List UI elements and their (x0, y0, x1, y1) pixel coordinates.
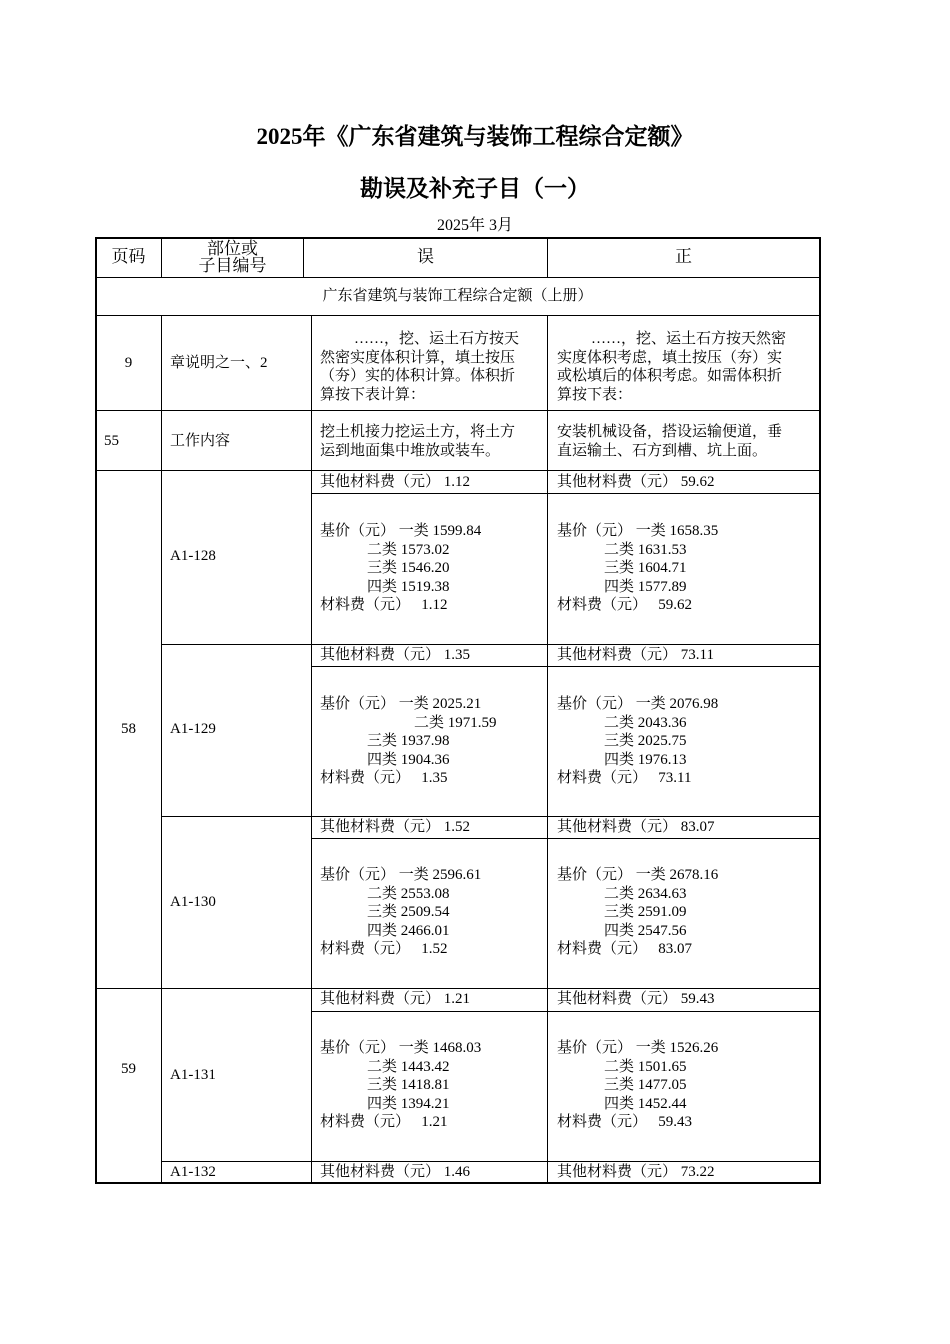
document-subtitle: 勘误及补充子目（一） (360, 176, 590, 201)
document-date: 2025年 3月 (436, 217, 513, 234)
header-part (162, 240, 303, 274)
wrong-other-material: 其他材料费（元） 1.35 (320, 647, 471, 663)
wrong-detail: 基价（元） 一类 1468.03 二类 1443.42 三类 1418.81 四类 1394.21 材料费（元） 1.21 (320, 1040, 482, 1130)
section-title: 广东省建筑与装饰工程综合定额（上册） (322, 288, 593, 304)
item-code: A1-131 (170, 1067, 216, 1083)
document-title: 2025年《广东省建筑与装饰工程综合定额》 (256, 124, 694, 149)
header-part-line2: 子目编号 (198, 256, 267, 275)
correct-other-material: 其他材料费（元） 73.22 (557, 1164, 715, 1180)
correct-detail: 基价（元） 一类 2076.98 二类 2043.36 三类 2025.75 四类 1976.13 材料费（元） 73.11 (557, 696, 719, 786)
item-code: A1-130 (170, 894, 216, 910)
wrong-other-material: 其他材料费（元） 1.46 (320, 1164, 471, 1180)
row-part: 章说明之一、2 (170, 355, 268, 371)
row-part: 工作内容 (170, 433, 231, 449)
item-code: A1-132 (170, 1164, 216, 1180)
header-part-line1: 部位或 (207, 239, 258, 258)
wrong-other-material: 其他材料费（元） 1.12 (320, 474, 471, 490)
correct-detail: 基价（元） 一类 1658.35 二类 1631.53 三类 1604.71 四类 1577.89 材料费（元） 59.62 (557, 523, 719, 613)
wrong-other-material: 其他材料费（元） 1.52 (320, 819, 471, 835)
correct-detail: 基价（元） 一类 2678.16 二类 2634.63 三类 2591.09 四类 2547.56 材料费（元） 83.07 (557, 867, 719, 957)
row-correct-text: ……，挖、运土石方按天然密 实度体积考虑，填土按压（夯）实 或松填后的体积考虑。如需体积折 算按下表： (557, 331, 787, 403)
header-correct: 正 (675, 247, 692, 266)
item-code: A1-128 (170, 548, 216, 564)
row-page: 9 (124, 355, 133, 371)
wrong-other-material: 其他材料费（元） 1.21 (320, 991, 471, 1007)
row-wrong-text: ……，挖、运土石方按天 然密实度体积计算，填土按压 （夯）实的体积计算。体积折 算按下表计算： (320, 331, 520, 403)
header-wrong: 误 (417, 247, 434, 266)
correct-other-material: 其他材料费（元） 83.07 (557, 819, 715, 835)
page-group-59: 59 (121, 1061, 136, 1077)
correct-other-material: 其他材料费（元） 73.11 (557, 647, 714, 663)
row-correct-text: 安装机械设备，搭设运输便道，垂 直运输土、石方到槽、坑上面。 (557, 424, 783, 459)
row-wrong-text: 挖土机接力挖运土方，将土方 运到地面集中堆放或装车。 (320, 424, 516, 459)
wrong-detail: 基价（元） 一类 2596.61 二类 2553.08 三类 2509.54 四类 2466.01 材料费（元） 1.52 (320, 867, 482, 957)
item-code: A1-129 (170, 721, 216, 737)
wrong-detail: 基价（元） 一类 2025.21 二类 1971.59 三类 1937.98 四类 1904.36 材料费（元） 1.35 (320, 696, 497, 786)
header-page: 页码 (111, 247, 146, 266)
correct-detail: 基价（元） 一类 1526.26 二类 1501.65 三类 1477.05 四类 1452.44 材料费（元） 59.43 (557, 1040, 719, 1130)
correct-other-material: 其他材料费（元） 59.62 (557, 474, 715, 490)
correct-other-material: 其他材料费（元） 59.43 (557, 991, 715, 1007)
row-page: 55 (104, 433, 119, 449)
wrong-detail: 基价（元） 一类 1599.84 二类 1573.02 三类 1546.20 四类 1519.38 材料费（元） 1.12 (320, 523, 482, 613)
page-group-58: 58 (121, 721, 136, 737)
